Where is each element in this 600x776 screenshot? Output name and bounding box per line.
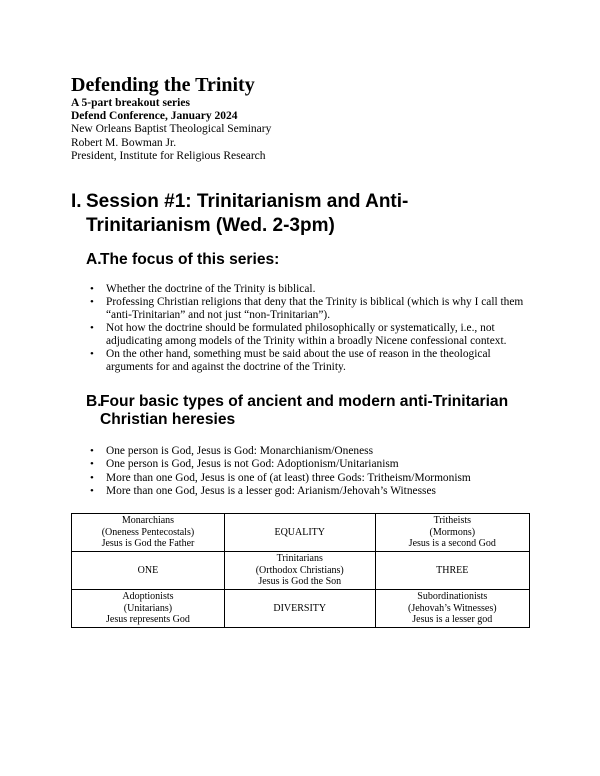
series-subtitle: A 5-part breakout series (71, 97, 190, 109)
section-a-heading (86, 251, 536, 269)
session-title-line-2: Trinitarianism (Wed. 2-3pm) (86, 215, 335, 236)
conference-line: Defend Conference, January 2024 (71, 110, 238, 123)
document-title: Defending the Trinity (71, 74, 255, 96)
section-b-bullet-list (90, 445, 530, 499)
list-item: • Not how the doctrine should be formulated philosophically or systematically, i.e., not adjudicating among models of the Trinity within a broadly Nicene confessional context. (90, 322, 507, 347)
section-b-heading (86, 393, 536, 429)
list-item: • Professing Christian religions that deny that the Trinity is biblical (which is why I call them “anti-Trinitarian” and not just “non-Trinitarian”). (90, 296, 524, 321)
section-b-number: B. (86, 393, 102, 410)
institution-line: New Orleans Baptist Theological Seminary (71, 123, 272, 136)
session-title-line-1: Session #1: Trinitarianism and Anti- (86, 191, 409, 212)
session-number: I. (71, 191, 82, 212)
table-cell-trinitarians: Trinitarians (Orthodox Christians) Jesus is God the Son (224, 552, 375, 590)
table-cell-subordinationists: Subordinationists (Jehovah’s Witnesses) Jesus is a lesser god (375, 590, 529, 628)
bullet-icon: • (90, 485, 94, 498)
table-cell-monarchians: Monarchians (Oneness Pentecostals) Jesus is God the Father (72, 514, 225, 552)
bullet-icon: • (90, 283, 94, 295)
list-item: • One person is God, Jesus is not God: Adoptionism/Unitarianism (90, 458, 399, 471)
list-item: • One person is God, Jesus is God: Monarchianism/Oneness (90, 445, 374, 457)
section-a-number: A. (86, 251, 102, 268)
heresy-types-table (71, 513, 530, 628)
list-item: • Whether the doctrine of the Trinity is biblical. (90, 283, 316, 295)
section-a-bullet-list (90, 283, 530, 374)
session-1-heading (71, 190, 511, 238)
table-cell-diversity: DIVERSITY (224, 590, 375, 628)
table-cell-one: ONE (72, 552, 225, 590)
section-b-title-line-2: Christian heresies (100, 411, 236, 428)
table-row (72, 590, 530, 628)
table-cell-equality: EQUALITY (224, 514, 375, 552)
bullet-icon: • (90, 348, 94, 361)
bullet-icon: • (90, 296, 94, 309)
table-cell-three: THREE (375, 552, 529, 590)
author-role-line: President, Institute for Religious Research (71, 149, 266, 162)
section-a-title: The focus of this series: (100, 251, 280, 268)
table-cell-tritheists: Tritheists (Mormons) Jesus is a second God (375, 514, 529, 552)
table-row (72, 552, 530, 590)
section-b-title-line-1: Four basic types of ancient and modern anti-Trinitarian (100, 393, 509, 410)
bullet-icon: • (90, 445, 94, 457)
list-item: • On the other hand, something must be said about the use of reason in the theological arguments for and against the doctrine of the Trinity. (90, 348, 491, 373)
table-row (72, 514, 530, 552)
author-line: Robert M. Bowman Jr. (71, 136, 177, 149)
list-item: • More than one God, Jesus is a lesser god: Arianism/Jehovah’s Witnesses (90, 485, 436, 498)
table-cell-adoptionists: Adoptionists (Unitarians) Jesus represents God (72, 590, 225, 628)
bullet-icon: • (90, 458, 94, 471)
document-meta (71, 97, 271, 163)
bullet-icon: • (90, 322, 94, 335)
list-item: • More than one God, Jesus is one of (at least) three Gods: Tritheism/Mormonism (90, 471, 471, 484)
bullet-icon: • (90, 471, 94, 484)
